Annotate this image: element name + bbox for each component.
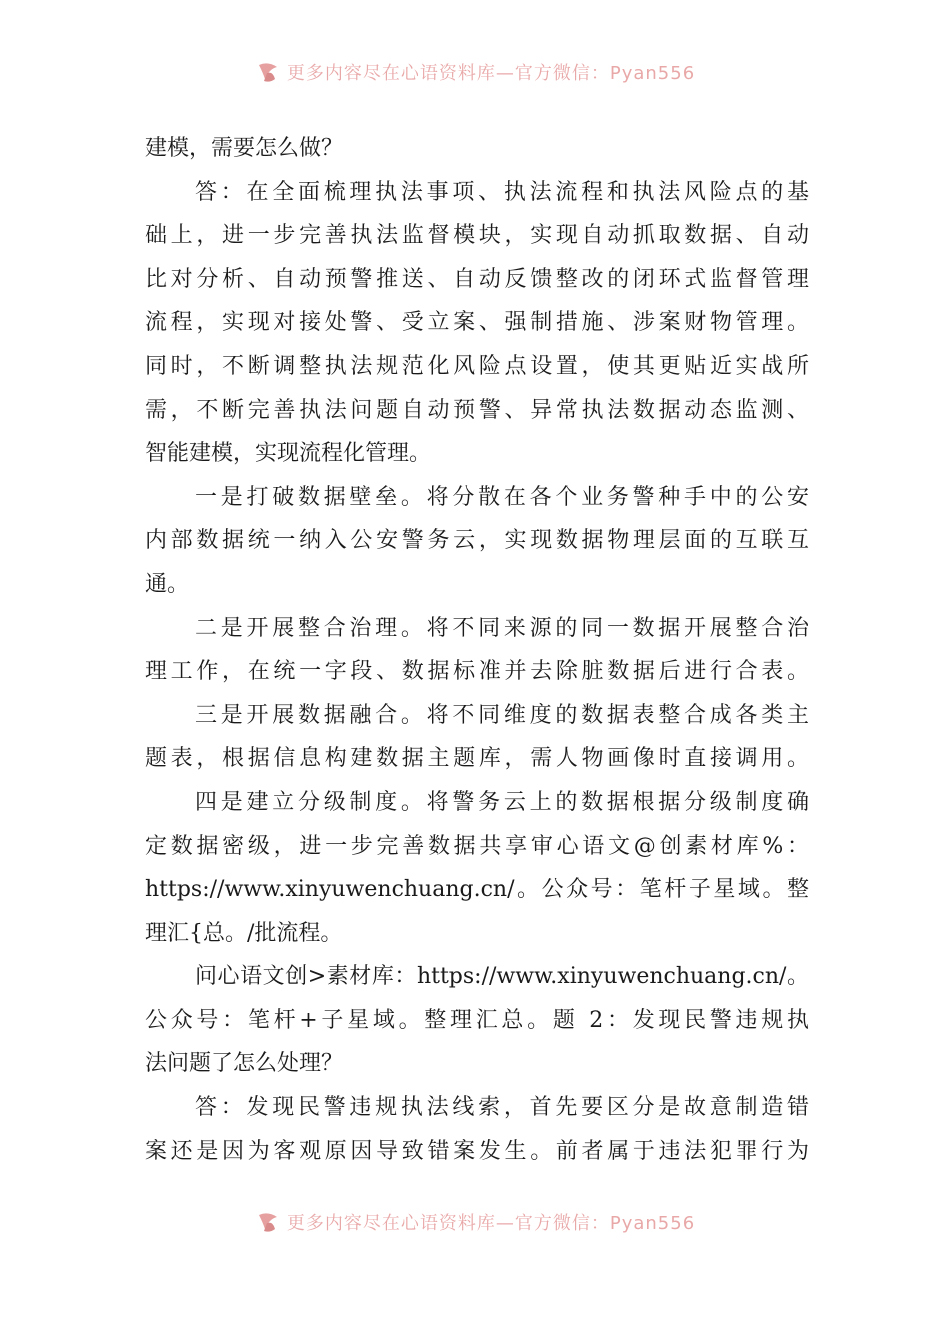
paragraph-5 <box>145 781 809 955</box>
line: 问心语文创>素材库：https://www.xinyuwenchuang.cn/。 <box>195 964 809 990</box>
paragraph-0 <box>145 127 809 171</box>
line: 理汇{总。/批流程。 <box>145 920 343 946</box>
line: 建模，需要怎么做？ <box>145 136 344 161</box>
line: 公众号：笔杆+子星域。整理汇总。题 2：发现民警违规执 <box>145 1007 809 1033</box>
logo-icon <box>255 59 281 85</box>
line: 二是开展整合治理。将不同来源的同一数据开展整合治 <box>195 615 809 641</box>
paragraph-3 <box>145 607 809 694</box>
paragraph-2 <box>145 476 809 607</box>
paragraph-1 <box>145 171 809 476</box>
line: 四是建立分级制度。将警务云上的数据根据分级制度确 <box>195 789 809 815</box>
line: 需，不断完善执法问题自动预警、异常执法数据动态监测、 <box>145 397 809 423</box>
header-watermark <box>0 52 950 92</box>
line: 比对分析、自动预警推送、自动反馈整改的闭环式监督管理 <box>145 266 809 292</box>
line: 答：在全面梳理执法事项、执法流程和执法风险点的基 <box>195 179 809 205</box>
document-body <box>145 127 809 1173</box>
paragraph-4 <box>145 694 809 781</box>
line: 理工作，在统一字段、数据标准并去除脏数据后进行合表。 <box>145 659 809 685</box>
paragraph-7 <box>145 1086 809 1173</box>
paragraph-6 <box>145 955 809 1086</box>
line: 础上，进一步完善执法监督模块，实现自动抓取数据、自动 <box>145 223 809 249</box>
line: 定数据密级，进一步完善数据共享审心语文@创素材库%： <box>145 833 809 859</box>
line: 内部数据统一纳入公安警务云，实现数据物理层面的互联互 <box>145 528 809 554</box>
line: 通。 <box>145 571 190 597</box>
watermark-text: 更多内容尽在心语资料库—官方微信：Pyan556 <box>286 1213 696 1234</box>
watermark-text: 更多内容尽在心语资料库—官方微信：Pyan556 <box>286 63 696 84</box>
line: 法问题了怎么处理？ <box>145 1051 344 1077</box>
footer-watermark <box>0 1202 950 1242</box>
line: 三是开展数据融合。将不同维度的数据表整合成各类主 <box>195 702 809 728</box>
line: https://www.xinyuwenchuang.cn/。公众号：笔杆子星域。整 <box>145 877 809 903</box>
line: 同时，不断调整执法规范化风险点设置，使其更贴近实战所 <box>145 353 809 379</box>
logo-icon <box>255 1209 281 1235</box>
line: 智能建模，实现流程化管理。 <box>145 441 432 467</box>
line: 一是打破数据壁垒。将分散在各个业务警种手中的公安 <box>195 484 809 510</box>
line: 案还是因为客观原因导致错案发生。前者属于违法犯罪行为 <box>145 1138 809 1164</box>
line: 题表，根据信息构建数据主题库，需人物画像时直接调用。 <box>145 746 809 772</box>
line: 答：发现民警违规执法线索，首先要区分是故意制造错 <box>195 1095 809 1121</box>
line: 流程，实现对接处警、受立案、强制措施、涉案财物管理。 <box>145 310 809 336</box>
